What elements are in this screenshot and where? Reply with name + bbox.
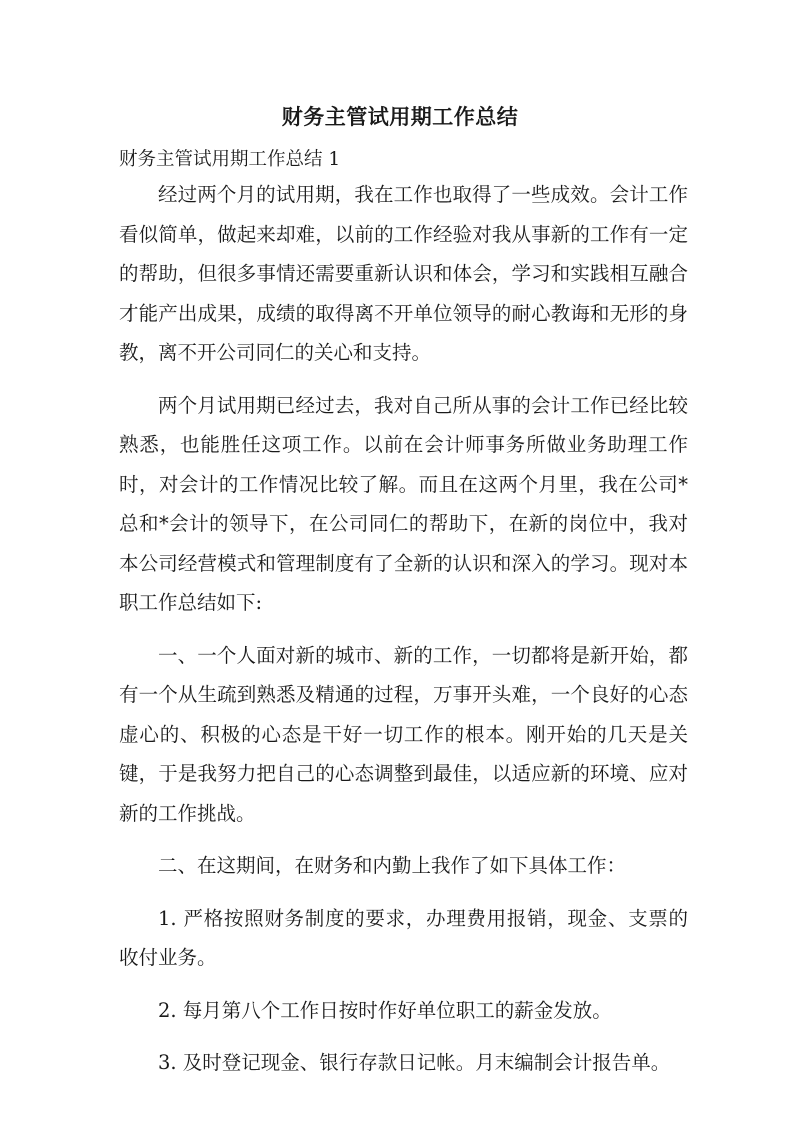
paragraph: 1. 严格按照财务制度的要求，办理费用报销，现金、支票的收付业务。 — [119, 906, 688, 969]
document-title: 财务主管试用期工作总结 — [281, 104, 519, 129]
paragraph: 一、一个人面对新的城市、新的工作，一切都将是新开始，都有一个从生疏到熟悉及精通的过程，万事开头难，一个良好的心态虚心的、积极的心态是干好一切工作的根本。刚开始的几天是关键，于是我努力把自己的心态调整到最佳，以适应新的环境、应对新的工作挑战。 — [119, 643, 688, 825]
paragraph: 经过两个月的试用期，我在工作也取得了一些成效。会计工作看似简单，做起来却难，以前的工作经验对我从事新的工作有一定的帮助，但很多事情还需要重新认识和体会，学习和实践相互融合才能产出成果，成绩的取得离不开单位领导的耐心教诲和无形的身教，离不开公司同仁的关心和支持。 — [119, 183, 688, 364]
document-body — [119, 175, 688, 1096]
paragraph: 两个月试用期已经过去，我对自己所从事的会计工作已经比较熟悉，也能胜任这项工作。以前在会计师事务所做业务助理工作时，对会计的工作情况比较了解。而且在这两个月里，我在公司*总和*会计的领导下，在公司同仁的帮助下，在新的岗位中，我对本公司经营模式和管理制度有了全新的认识和深入的学习。现对本职工作总结如下: — [119, 393, 688, 614]
paragraph: 3. 及时登记现金、银行存款日记帐。月末编制会计报告单。 — [158, 1051, 671, 1074]
paragraph: 2. 每月第八个工作日按时作好单位职工的薪金发放。 — [158, 998, 612, 1022]
document-subtitle: 财务主管试用期工作总结 1 — [119, 149, 341, 170]
paragraph: 二、在这期间，在财务和内勤上我作了如下具体工作： — [158, 854, 627, 877]
